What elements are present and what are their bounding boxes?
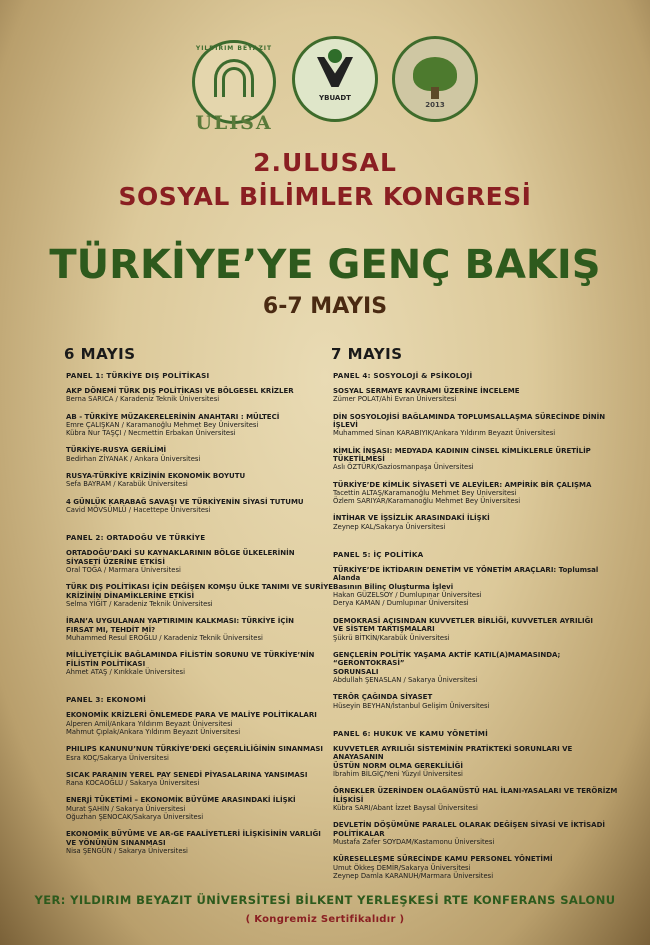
session-title: ORTADOĞU’DAKİ SU KAYNAKLARININ BÖLGE ÜLKELERİNİN SİYASETİ ÜZERİNE ETKİSİ (66, 549, 295, 566)
session-speakers: Mustafa Zafer SOYDAM/Kastamonu Üniversitesi (333, 837, 495, 846)
session-item (66, 387, 356, 404)
session-item (66, 711, 356, 736)
session-speakers: Sefa BAYRAM / Karabük Üniversitesi (66, 480, 188, 489)
session-speakers: Oral TOĞA / Marmara Üniversitesi (66, 566, 181, 575)
session-title: 4 GÜNLÜK KARABAĞ SAVAŞI VE TÜRKİYENİN SİYASİ TUTUMU (66, 497, 304, 506)
session-title: PHILIPS KANUNU’NUN TÜRKİYE’DEKİ GEÇERLİLİĞİNİN SINANMASI (66, 745, 324, 754)
session-item (333, 566, 623, 608)
session-item (333, 787, 623, 812)
session-title: DEMOKRASİ AÇISINDAN KUVVETLER BİRLİĞİ, KUVVETLER AYRILIĞI VE SİSTEM TARTIŞMALARI (333, 616, 593, 634)
session-item (333, 745, 623, 778)
session-title: MİLLİYETÇİLİK BAĞLAMINDA FİLİSTİN SORUNU VE TÜRKİYE’NİN FİLİSTİN POLİTİKASI (66, 651, 315, 668)
panel-title: PANEL 4: SOSYOLOJİ & PSİKOLOJİ (333, 371, 473, 380)
session-title: EKONOMİK BÜYÜME VE AR-GE FAALİYETLERİ İLİŞKİSİNİN VARLIĞI VE YÖNÜNÜN SINANMASI (66, 830, 321, 847)
session-title: GENÇLERİN POLİTİK YAŞAMA AKTİF KATIL(A)MAMASINDA; “GERONTOKRASİ” SORUNSALI (333, 650, 561, 676)
session-title: AKP DÖNEMİ TÜRK DIŞ POLİTİKASI VE BÖLGESEL KRİZLER (66, 387, 294, 395)
session-title: SOSYAL SERMAYE KAVRAMI ÜZERİNE İNCELEME (333, 387, 520, 395)
panel-title: PANEL 6: HUKUK VE KAMU YÖNETİMİ (333, 728, 488, 738)
panel-title: PANEL 2: ORTADOĞU VE TÜRKİYE (66, 533, 206, 543)
session-speakers: Esra KOÇ/Sakarya Üniversitesi (66, 753, 169, 762)
session-title: AB - TÜRKİYE MÜZAKERELERİNİN ANAHTARI : MÜLTECİ (66, 412, 280, 421)
day1-column (64, 345, 356, 864)
session-speakers: Muhammed Sinan KARABIYIK/Ankara Yıldırım Beyazıt Üniversitesi (333, 429, 556, 438)
session-title: EKONOMİK KRİZLERİ ÖNLEMEDE PARA VE MALİYE POLİTİKALARI (66, 711, 317, 720)
session-item (66, 472, 356, 489)
session-title: İRAN’A UYGULANAN YAPTIRIMIN KALKMASI: TÜRKİYE İÇİN FIRSAT MI, TEHDİT Mİ? (66, 617, 294, 634)
session-speakers: Alperen Amil/Ankara Yıldırım Beyazıt Üniversitesi Mahmut Çıplak/Ankara Yıldırım Beyazıt Üniversitesi (66, 719, 241, 736)
session-item (66, 617, 356, 642)
session-item (66, 413, 356, 438)
ybuadt-logo (292, 36, 378, 122)
session-speakers: Nisa ŞENGÜN / Sakarya Üniversitesi (66, 846, 188, 855)
congress-name: SOSYAL BİLİMLER KONGRESİ (118, 182, 532, 211)
day-label: 7 MAYIS (331, 345, 403, 363)
session-title: RUSYA-TÜRKİYE KRİZİNİN EKONOMİK BOYUTU (66, 472, 246, 481)
session-speakers: Zümer POLAT/Ahi Evran Üniversitesi (333, 395, 457, 404)
session-speakers: Cavid MÖVSÜMLÜ / Hacettepe Üniversitesi (66, 506, 211, 515)
session-item (66, 549, 356, 574)
society-year: 2013 (425, 101, 445, 109)
panel-title: PANEL 5: İÇ POLİTİKA (333, 550, 424, 560)
panel-gap (331, 540, 623, 550)
session-item (66, 446, 356, 463)
day2-column (331, 345, 623, 889)
session-title: TÜRKİYE-RUSYA GERİLİMİ (66, 446, 167, 455)
panel-title: PANEL 1: TÜRKİYE DIŞ POLİTİKASI (66, 371, 210, 380)
session-item (333, 481, 623, 506)
session-title: ENERJİ TÜKETİMİ – EKONOMİK BÜYÜME ARASINDAKİ İLİŞKİ (66, 796, 296, 805)
session-speakers: Muhammed Resul EROĞLU / Karadeniz Teknik Üniversitesi (66, 634, 263, 643)
session-speakers: Rana KOCAOĞLU / Sakarya Üniversitesi (66, 779, 200, 788)
figure-head-icon (328, 49, 342, 63)
session-item (333, 387, 623, 404)
session-speakers: İbrahim BİLGİÇ/Yeni Yüzyıl Üniversitesi (333, 769, 463, 778)
session-speakers: Emre ÇALIŞKAN / Karamanoğlu Mehmet Bey Üniversitesi Kübra Nur TAŞÇI / Necmettin Erbakan Üniversitesi (66, 421, 259, 438)
session-item (333, 821, 623, 846)
session-title: TÜRKİYE’DE KİMLİK SİYASETİ VE ALEVİLER: AMPİRİK BİR ÇALIŞMA (333, 480, 592, 489)
session-item (66, 796, 356, 821)
session-speakers: Berna SARICA / Karadeniz Teknik Üniversitesi (66, 395, 220, 404)
session-title: TÜRKİYE’DE İKTİDARIN DENETİM VE YÖNETİM ARAÇLARI: Toplumsal Alanda Basının Bilinç Oluşturma İşlevi (333, 566, 599, 591)
session-item (333, 413, 623, 438)
session-item (66, 583, 356, 608)
panel-gap (64, 685, 356, 695)
session-title: KUVVETLER AYRILIĞI SİSTEMİNİN PRATİKTEKİ SORUNLARI VE ANAYASANIN ÜSTÜN NORM OLMA GEREKLİLİĞİ (333, 744, 573, 770)
session-speakers: Şükrü BİTKİN/Karabük Üniversitesi (333, 633, 450, 642)
session-speakers: Zeynep KAL/Sakarya Üniversitesi (333, 522, 446, 531)
session-title: İNTİHAR VE İŞSİZLİK ARASINDAKİ İLİŞKİ (333, 514, 490, 523)
session-title: DİN SOSYOLOJİSİ BAĞLAMINDA TOPLUMSALLAŞMA SÜRECİNDE DİNİN İŞLEVİ (333, 412, 606, 430)
session-item (333, 514, 623, 531)
panel-title: PANEL 3: EKONOMİ (66, 695, 146, 705)
session-item (333, 855, 623, 880)
session-title: ÖRNEKLER ÜZERİNDEN OLAĞANÜSTÜ HAL İLANI-YASALARI VE TERÖRİZM İLİŞKİSİ (333, 787, 618, 804)
session-item (333, 693, 623, 710)
session-title: TERÖR ÇAĞINDA SİYASET (333, 693, 433, 702)
session-item (333, 651, 623, 684)
ulisa-wordmark: ULISA (195, 112, 273, 134)
session-speakers: Tacettin ALTAŞ/Karamanoğlu Mehmet Bey Üniversitesi Özlem SARIYAR/Karamanoğlu Mehmet Bey Üniversitesi (333, 489, 521, 506)
session-speakers: Hüseyin BEYHAN/İstanbul Gelişim Üniversitesi (333, 701, 490, 710)
session-speakers: Umut Ökkeş DEMİR/Sakarya Üniversitesi Zeynep Damla KARANUH/Marmara Üniversitesi (333, 863, 494, 880)
session-speakers: Bedirhan ZİYANAK / Ankara Üniversitesi (66, 454, 201, 463)
session-title: TÜRK DIŞ POLİTİKASI İÇİN DEĞİŞEN KOMŞU ÜLKE TANIMI VE SURİYE KRİZİNİN DİNAMİKLERİNE ETKİSİ (66, 583, 334, 600)
session-speakers: Hakan GÜZELSOY / Dumlupınar Üniversitesi Derya KAMAN / Dumlupınar Üniversitesi (333, 591, 482, 608)
session-speakers: Aslı ÖZTÜRK/Gaziosmanpaşa Üniversitesi (333, 463, 474, 472)
congress-number: 2.ULUSAL (253, 148, 397, 177)
session-speakers: Kübra SARI/Abant İzzet Baysal Üniversitesi (333, 803, 478, 812)
tree-trunk-icon (431, 87, 439, 99)
certificate-note: ( Kongremiz Sertifikalıdır ) (245, 914, 405, 925)
session-item (66, 498, 356, 515)
session-item (66, 771, 356, 788)
congress-dates: 6-7 MAYIS (262, 294, 388, 319)
panel-gap (331, 719, 623, 729)
session-title: KÜRESELLEŞME SÜRECİNDE KAMU PERSONEL YÖNETİMİ (333, 855, 553, 864)
tree-icon (413, 57, 457, 91)
session-item (66, 651, 356, 676)
session-item (66, 745, 356, 762)
session-speakers: Murat ŞAHİN / Sakarya Üniversitesi Oğuzhan ŞENOCAK/Sakarya Üniversitesi (66, 804, 204, 821)
logo-row (0, 30, 650, 142)
panel-gap (64, 523, 356, 533)
session-speakers: Selma YİĞİT / Karadeniz Teknik Üniversitesi (66, 600, 213, 609)
session-title: KİMLİK İNŞASI: MEDYADA KADININ CİNSEL KİMLİKLERLE ÜRETİLİP TÜKETİLMESİ (333, 446, 591, 464)
seal-ring-text: YILDIRIM BEYAZIT (195, 45, 273, 52)
session-item (333, 617, 623, 642)
main-title: TÜRKİYE’YE GENÇ BAKIŞ (49, 242, 601, 288)
venue-text: YER: YILDIRIM BEYAZIT ÜNİVERSİTESİ BİLKENT YERLEŞKESİ RTE KONFERANS SALONU (34, 893, 616, 907)
ybuadt-caption: YBUADT (319, 94, 351, 102)
society-tree-logo (392, 36, 478, 122)
day-label: 6 MAYIS (64, 345, 136, 363)
session-speakers: Ahmet ATAŞ / Kırıkkale Üniversitesi (66, 668, 185, 677)
session-title: SICAK PARANIN YEREL PAY SENEDİ PİYASALARINA YANSIMASI (66, 770, 308, 779)
inner-arch-icon (222, 67, 246, 97)
session-item (333, 447, 623, 472)
session-title: DEVLETİN DÖŞÜMÜNE PARALEL OLARAK DEĞİŞEN SİYASİ VE İKTİSADİ POLİTİKALAR (333, 821, 606, 838)
session-speakers: Abdullah ŞENASLAN / Sakarya Üniversitesi (333, 675, 478, 684)
session-item (66, 830, 356, 855)
